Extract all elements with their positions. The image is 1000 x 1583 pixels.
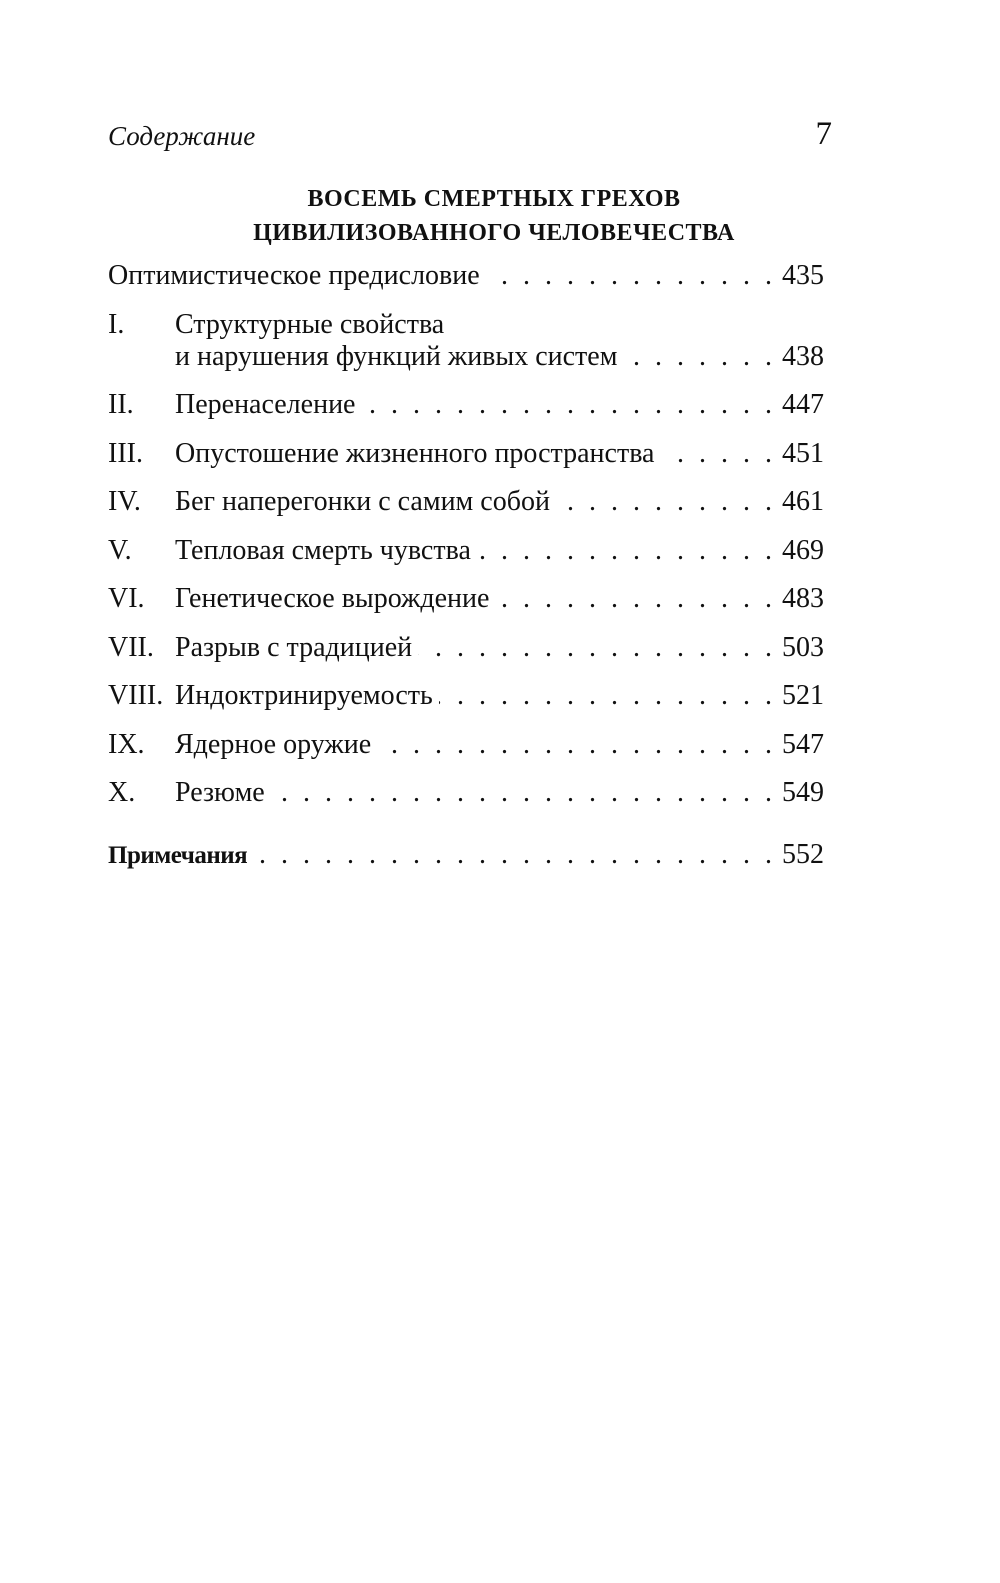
dot-leader [418,632,772,664]
toc-entry-page: 503 [782,632,824,663]
chapter-numeral: VI. [108,583,145,614]
dot-leader [486,260,772,292]
toc-entry-title: Бег наперегонки с самим собой [175,486,550,517]
dot-leader [361,389,772,421]
running-head [108,116,832,156]
toc-entry-page: 469 [782,535,824,566]
dot-leader [623,341,772,373]
toc-entry-page: 435 [782,260,824,291]
toc-entry-page: 521 [782,680,824,711]
chapter-numeral: III. [108,438,143,469]
toc-entry-chapter-3[interactable] [108,438,824,470]
dot-leader [495,583,772,615]
dot-leader [477,535,772,567]
toc-entry-title: Примечания [108,842,248,869]
dot-leader [439,680,772,712]
toc-entry-chapter-9[interactable] [108,729,824,761]
toc-entry-page: 483 [782,583,824,614]
toc-entry-title: Генетическое вырождение [175,583,490,614]
section-heading-line-2: ЦИВИЛИЗОВАННОГО ЧЕЛОВЕЧЕСТВА [253,220,735,246]
section-heading [108,182,880,250]
toc-entry-title: Перенаселение [175,389,356,420]
toc-entry-title-line-1: Структурные свойства [175,309,445,340]
toc-entry-page: 461 [782,486,824,517]
chapter-numeral: IX. [108,729,145,760]
toc-entry-title: Разрыв с традицией [175,632,413,663]
toc-entry-title: и нарушения функций живых систем [175,341,618,372]
toc-entry-chapter-7[interactable] [108,632,824,664]
toc-entry-notes[interactable] [108,839,824,871]
chapter-numeral: I. [108,309,125,340]
toc-entry-title: Опустошение жизненного пространства [175,438,655,469]
dot-leader [661,438,773,470]
toc-entry-page: 447 [782,389,824,420]
chapter-numeral: II. [108,389,134,420]
dot-leader [377,729,772,761]
toc-entry-title: Ядерное оружие [175,729,372,760]
dot-leader [271,777,772,809]
dot-leader [556,486,772,518]
chapter-numeral: IV. [108,486,141,517]
toc-entry-chapter-4[interactable] [108,486,824,518]
toc-entry-page: 552 [782,839,824,870]
toc-entry-title: Оптимистическое предисловие [108,260,480,291]
chapter-numeral: VII. [108,632,154,663]
toc-entry-page: 549 [782,777,824,808]
dot-leader [253,839,772,871]
toc-entry-title: Тепловая смерть чувства [175,535,471,566]
chapter-numeral: VIII. [108,680,164,711]
toc-entry-page: 438 [782,341,824,372]
toc-entry-chapter-2[interactable] [108,389,824,421]
toc-entry-chapter-10[interactable] [108,777,824,809]
toc-entry-chapter-5[interactable] [108,535,824,567]
toc-entry-page: 451 [782,438,824,469]
chapter-numeral: X. [108,777,136,808]
chapter-numeral: V. [108,535,132,566]
running-title: Содержание [108,121,256,151]
toc-entry-page: 547 [782,729,824,760]
toc-entry-chapter-8[interactable] [108,680,824,712]
toc-entry-chapter-1[interactable] [108,309,824,373]
toc-entry-title: Резюме [175,777,265,808]
toc-entry-preface[interactable] [108,260,824,292]
section-heading-line-1: ВОСЕМЬ СМЕРТНЫХ ГРЕХОВ [307,186,681,212]
toc-entry-chapter-6[interactable] [108,583,824,615]
page-number: 7 [815,116,832,152]
toc-entry-title: Индоктринируемость [175,680,433,711]
